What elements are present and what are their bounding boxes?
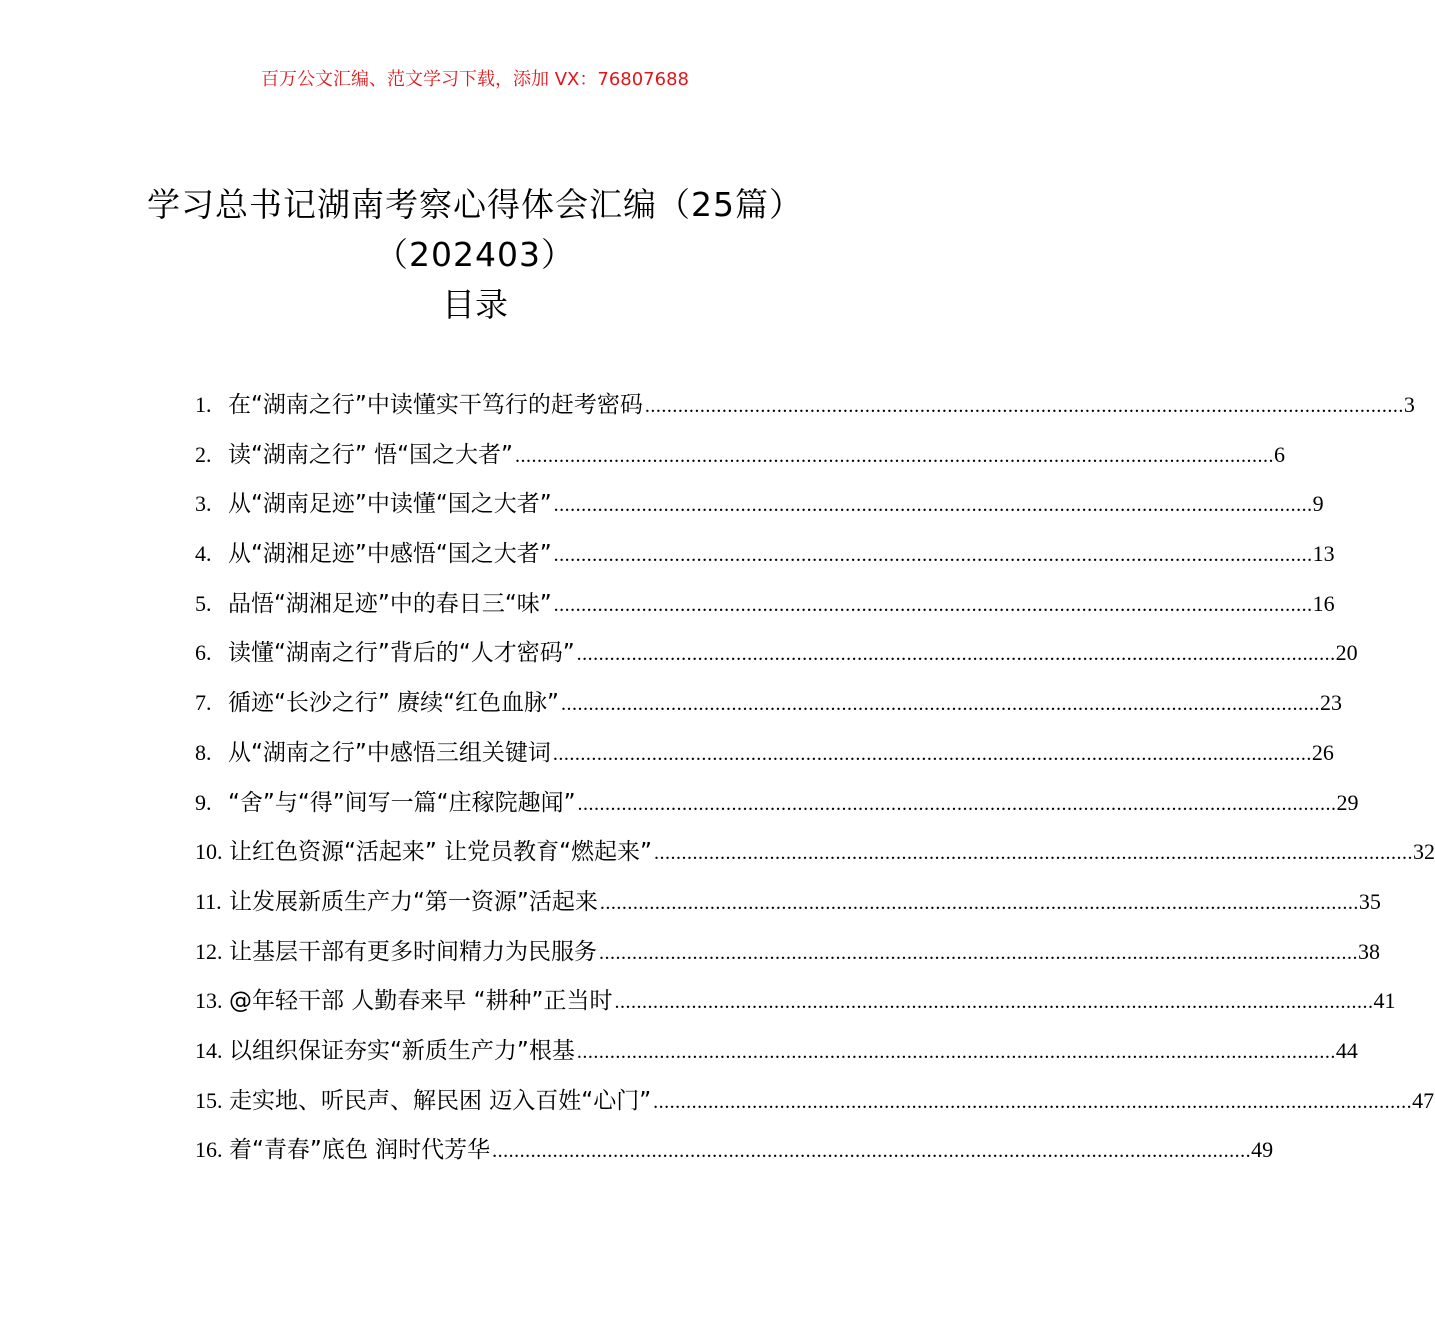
toc-entry[interactable]	[195, 678, 1342, 728]
toc-entry-title[interactable]: 在“湖南之行”中读懂实干笃行的赶考密码	[228, 392, 643, 418]
toc-entry-number: 15.	[195, 1087, 223, 1113]
toc-entry[interactable]	[195, 1125, 1274, 1175]
header-banner: 百万公文汇编、范文学习下载，添加 VX：76807688	[261, 69, 689, 90]
toc-entry[interactable]	[195, 976, 1396, 1026]
toc-entry-title[interactable]: @年轻干部 人勤春来早 “耕种”正当时	[229, 988, 613, 1015]
table-of-contents	[195, 380, 1435, 1175]
toc-dot-leader	[554, 531, 1313, 581]
toc-dot-leader	[614, 978, 1373, 1028]
toc-entry-number: 4.	[195, 541, 212, 567]
toc-entry-title[interactable]: 品悟“湖湘足迹”中的春日三“味”	[228, 590, 552, 617]
toc-entry-title[interactable]: 让发展新质生产力“第一资源”活起来	[229, 888, 598, 915]
toc-entry-page: 26	[1311, 739, 1334, 765]
toc-dot-leader	[492, 1127, 1251, 1177]
toc-entry-number: 14.	[195, 1037, 223, 1063]
toc-entry-page: 9	[1312, 491, 1324, 517]
toc-dot-leader	[554, 581, 1313, 631]
toc-entry[interactable]	[195, 628, 1358, 678]
document-title: 学习总书记湖南考察心得体会汇编（25篇）（202403）	[147, 185, 803, 274]
toc-entry-page: 47	[1412, 1087, 1435, 1113]
toc-entry-page: 38	[1358, 938, 1380, 964]
toc-entry-number: 12.	[195, 938, 223, 964]
toc-entry-title[interactable]: 走实地、听民声、解民困 迈入百姓“心门”	[229, 1087, 652, 1114]
toc-entry[interactable]	[195, 380, 1415, 430]
toc-dot-leader	[554, 481, 1313, 531]
toc-entry-page: 44	[1335, 1037, 1358, 1063]
toc-entry-page: 6	[1273, 441, 1285, 467]
toc-entry-number: 10.	[195, 839, 223, 865]
toc-dot-leader	[578, 780, 1337, 830]
toc-dot-leader	[654, 829, 1413, 879]
toc-dot-leader	[599, 929, 1358, 979]
toc-dot-leader	[600, 879, 1359, 929]
toc-entry-number: 1.	[195, 392, 212, 417]
toc-dot-leader	[577, 630, 1336, 680]
toc-entry[interactable]	[195, 778, 1359, 828]
toc-entry-page: 13	[1312, 541, 1335, 567]
toc-entry-title[interactable]: “舍”与“得”间写一篇“庄稼院趣闻”	[228, 789, 576, 816]
toc-entry-number: 2.	[195, 441, 212, 467]
toc-entry-page: 16	[1312, 590, 1335, 616]
toc-entry-title[interactable]: 从“湖南之行”中感悟三组关键词	[228, 739, 551, 766]
toc-dot-leader	[653, 1078, 1412, 1128]
toc-entry[interactable]	[195, 579, 1335, 629]
toc-entry-page: 41	[1373, 988, 1396, 1014]
toc-entry-title[interactable]: 着“青春”底色 润时代芳华	[229, 1137, 491, 1164]
toc-entry[interactable]	[195, 1026, 1358, 1076]
toc-entry[interactable]	[195, 877, 1381, 927]
toc-entry-number: 5.	[195, 590, 212, 616]
toc-heading: 目录	[442, 285, 508, 324]
toc-entry-number: 7.	[195, 690, 212, 716]
toc-entry-page: 23	[1319, 690, 1342, 716]
toc-entry-number: 6.	[195, 640, 212, 666]
toc-entry-title[interactable]: 让基层干部有更多时间精力为民服务	[229, 938, 597, 965]
toc-dot-leader	[645, 382, 1404, 432]
toc-entry-number: 16.	[195, 1137, 223, 1163]
toc-entry-number: 9.	[195, 789, 212, 815]
toc-entry-title[interactable]: 以组织保证夯实“新质生产力”根基	[229, 1037, 575, 1064]
toc-entry[interactable]	[195, 728, 1334, 778]
toc-entry-page: 49	[1251, 1137, 1274, 1163]
toc-entry-title[interactable]: 从“湖湘足迹”中感悟“国之大者”	[228, 541, 552, 568]
toc-dot-leader	[577, 1028, 1336, 1078]
toc-entry-number: 8.	[195, 739, 212, 765]
toc-entry[interactable]	[195, 827, 1435, 877]
toc-entry[interactable]	[195, 430, 1285, 480]
toc-entry-title[interactable]: 从“湖南足迹”中读懂“国之大者”	[228, 491, 552, 518]
toc-entry-page: 3	[1403, 392, 1415, 417]
toc-dot-leader	[515, 432, 1274, 482]
toc-entry-title[interactable]: 让红色资源“活起来” 让党员教育“燃起来”	[229, 839, 652, 866]
toc-entry-title[interactable]: 读“湖南之行” 悟“国之大者”	[228, 441, 513, 468]
toc-entry-number: 13.	[195, 988, 223, 1014]
toc-entry-page: 35	[1358, 888, 1381, 914]
toc-entry-title[interactable]: 循迹“长沙之行” 赓续“红色血脉”	[228, 690, 559, 717]
toc-dot-leader	[553, 730, 1312, 780]
toc-entry-number: 3.	[195, 491, 212, 517]
toc-entry[interactable]	[195, 479, 1324, 529]
toc-dot-leader	[561, 680, 1320, 730]
toc-entry[interactable]	[195, 1076, 1435, 1126]
toc-entry[interactable]	[195, 927, 1380, 977]
toc-entry-title[interactable]: 读懂“湖南之行”背后的“人才密码”	[228, 640, 575, 667]
toc-entry-page: 20	[1335, 640, 1358, 666]
toc-entry-page: 32	[1412, 839, 1435, 865]
toc-entry-number: 11.	[195, 888, 222, 914]
toc-entry-page: 29	[1336, 789, 1359, 815]
toc-entry[interactable]	[195, 529, 1335, 579]
